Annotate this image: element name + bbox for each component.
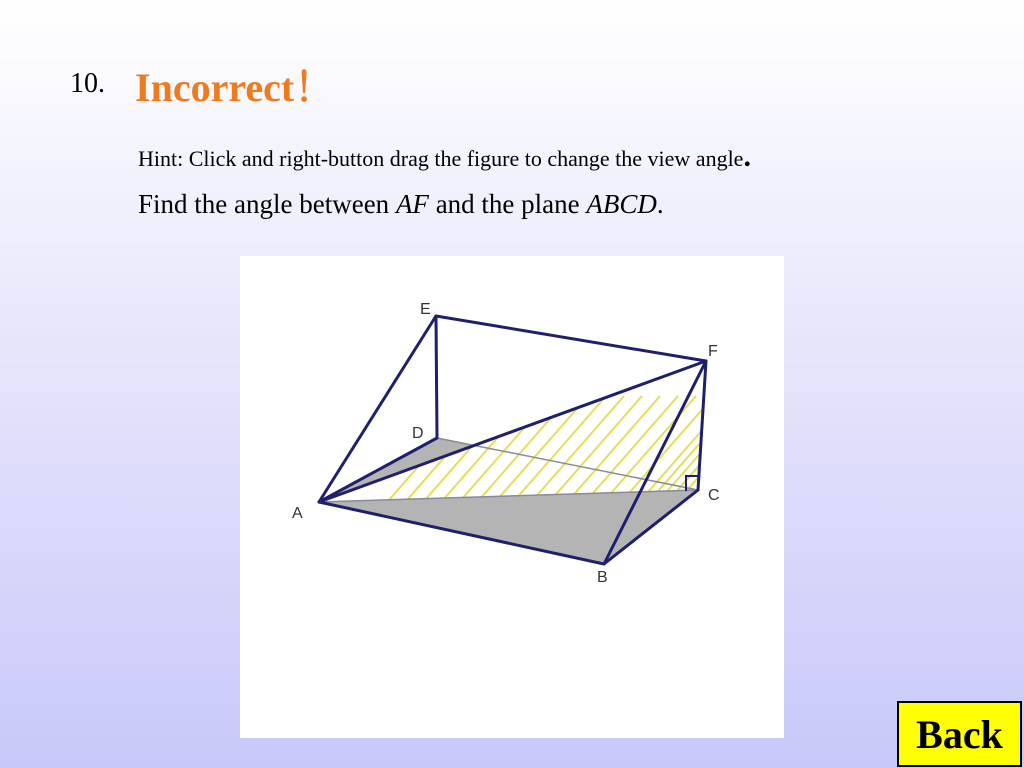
prompt-plane: ABCD: [586, 189, 657, 219]
prompt-part-1: Find the angle between: [138, 189, 396, 219]
edge-de: [436, 316, 437, 438]
prompt-segment: AF: [395, 189, 429, 219]
vertex-label-d: D: [412, 425, 424, 442]
edge-ef: [436, 316, 706, 361]
hint-text: [138, 140, 751, 173]
vertex-label-f: F: [708, 343, 718, 360]
answer-status: Incorrect！: [135, 65, 335, 110]
prism-diagram[interactable]: [240, 256, 784, 738]
hint-period: .: [743, 140, 751, 173]
prompt-part-2: and the plane: [428, 189, 587, 219]
vertex-label-a: A: [292, 505, 303, 522]
question-number: 10.: [70, 68, 105, 99]
geometry-figure[interactable]: [240, 256, 784, 738]
back-button[interactable]: Back: [897, 701, 1022, 767]
prompt-part-3: .: [656, 189, 664, 219]
vertex-label-e: E: [420, 301, 431, 318]
vertex-label-b: B: [597, 569, 608, 586]
vertex-label-c: C: [708, 487, 720, 504]
question-prompt: [138, 189, 664, 220]
hint-body: Hint: Click and right-button drag the figure to change the view angle: [138, 146, 744, 171]
